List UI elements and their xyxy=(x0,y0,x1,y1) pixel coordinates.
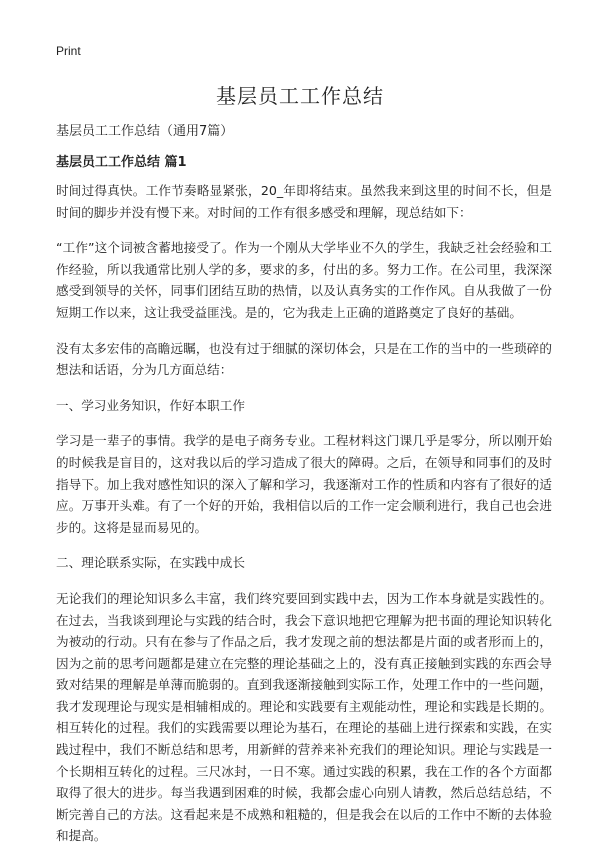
section-heading: 基层员工工作总结 篇1 xyxy=(56,155,187,170)
paragraph-summary-lead: 没有太多宏伟的高瞻远瞩，也没有过于细腻的深切体会，只是在工作的当中的一些琐碎的想法和话语，分为几方面总结： xyxy=(56,340,552,378)
paragraph-work: “工作”这个词被含蓄地接受了。作为一个刚从大学毕业不久的学生，我缺乏社会经验和工作经验，所以我通常比别人学的多，要求的多，付出的多。努力工作。在公司里，我深深感受到领导的关怀，同事们团结互助的热情，以及认真务实的工作作风。自从我做了一份短期工作以来，这让我受益匪浅。是的，它为我走上正确的道路奠定了良好的基础。 xyxy=(56,240,552,320)
document-subtitle: 基层员工工作总结（通用7篇） xyxy=(56,124,234,139)
document-body xyxy=(56,180,552,861)
paragraph-intro: 时间过得真快。工作节奏略显紧张，20_年即将结束。虽然我来到这里的时间不长，但是时间的脚步并没有慢下来。对时间的工作有很多感受和理解，现总结如下： xyxy=(56,183,552,220)
paragraph-practice: 无论我们的理论知识多么丰富，我们终究要回到实践中去，因为工作本身就是实践性的。在过去，当我谈到理论与实践的结合时，我会下意识地把它理解为把书面的理论知识转化为被动的行动。只有在参与了作品之后，我才发现之前的想法都是片面的或者形而上的，因为之前的思考问题都是建立在完整的理论基础之上的，没有真正接触到实践的东西会导致对结果的理解是单薄而脆弱的。直到我逐渐接触到实际工作，处理工作中的一些问题，我才发现理论与现实是相辅相成的。理论和实践要有主观能动性，理论和实践是长期的。相互转化的过程。我们的实践需要以理论为基石，在理论的基础上进行探索和实践，在实践过程中，我们不断总结和思考，用新鲜的营养来补充我们的理论知识。理论与实践是一个长期相互转化的过程。三尺冰封，一日不寒。通过实践的积累，我在工作的各个方面都取得了很大的进步。每当我遇到困难的时候，我都会虚心向别人请教，然后总结总结，不断完善自己的方法。这看起来是不成熟和粗糙的，但是我会在以后的工作中不断的去体验和提高。 xyxy=(56,590,552,844)
paragraph-learning: 学习是一辈子的事情。我学的是电子商务专业。工程材料这门课几乎是零分，所以刚开始的时候我是盲目的，这对我以后的学习造成了很大的障碍。之后，在领导和同事们的及时指导下。加上我对感性知识的深入了解和学习，我逐渐对工作的性质和内容有了很好的适应。万事开头难。有了一个好的开始，我相信以后的工作一定会顺利进行，我自己也会进步的。这将是显而易见的。 xyxy=(56,433,552,535)
print-link[interactable]: Print xyxy=(56,44,81,58)
page-title: 基层员工工作总结 xyxy=(216,84,384,108)
subheading-practice: 二、理论联系实际，在实践中成长 xyxy=(56,555,245,571)
subheading-learning: 一、学习业务知识，作好本职工作 xyxy=(56,397,245,413)
